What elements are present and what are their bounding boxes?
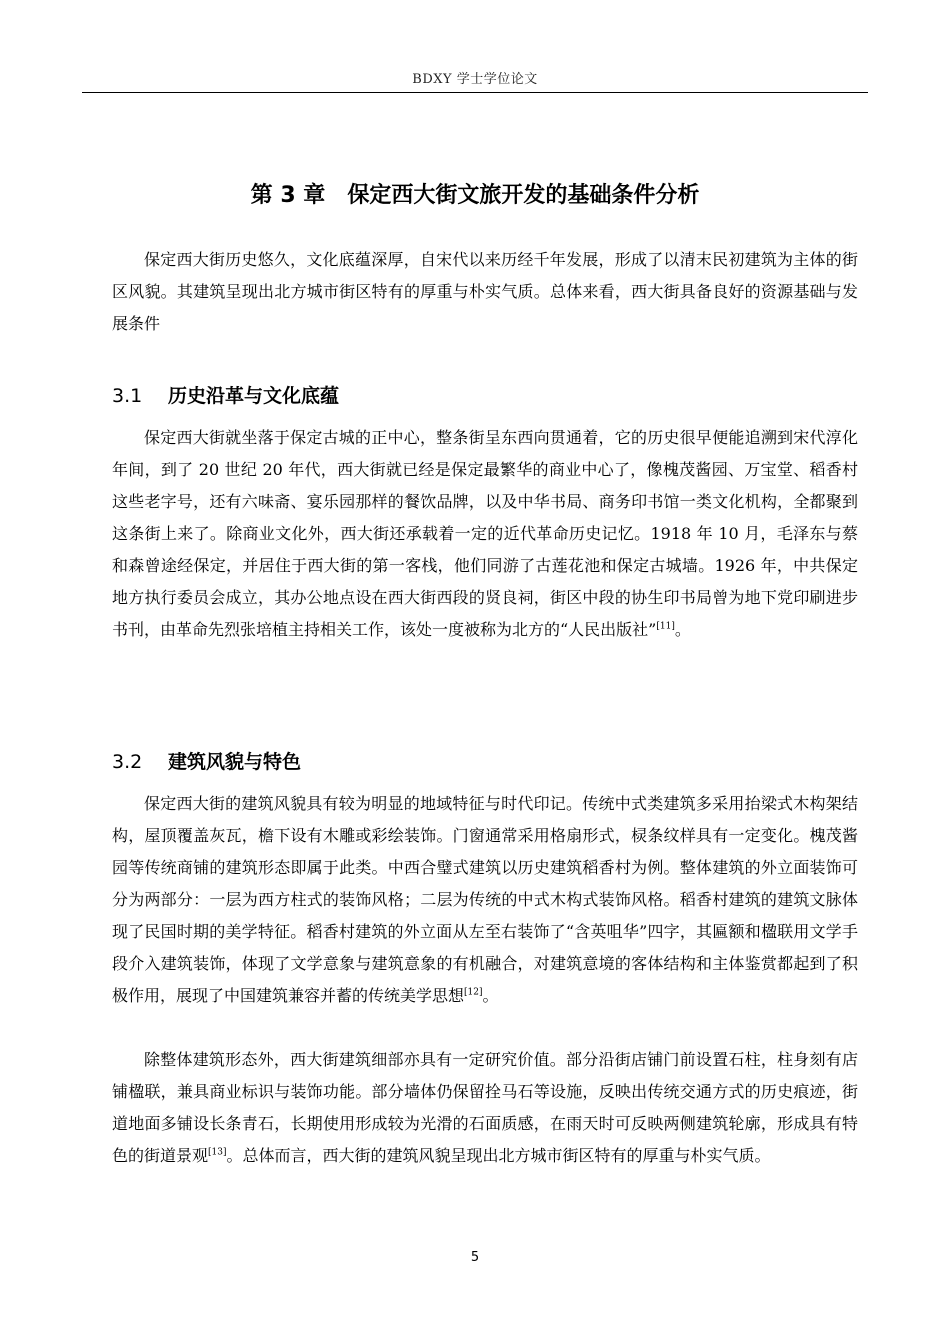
section-number: 3.2 <box>112 751 143 773</box>
body-paragraph <box>112 422 858 646</box>
body-paragraph <box>112 1044 858 1172</box>
section-heading-3-2 <box>112 747 301 774</box>
paragraph-tail: 。 <box>674 620 691 639</box>
chapter-title <box>82 178 868 209</box>
page-number: 5 <box>470 1250 480 1265</box>
citation-ref: [11] <box>656 621 675 632</box>
section-title: 建筑风貌与特色 <box>168 751 302 773</box>
paragraph-text: 除整体建筑形态外，西大街建筑细部亦具有一定研究价值。部分沿街店铺门前设置石柱，柱身刻有店铺楹联，兼具商业标识与装饰功能。部分墙体仍保留拴马石等设施，反映出传统交通方式的历史痕迹，街道地面多铺设长条青石，长期使用形成较为光滑的石面质感，在雨天时可反映两侧建筑轮廓，形成具有特色的街道景观 <box>112 1050 858 1165</box>
chapter-title-text: 保定西大街文旅开发的基础条件分析 <box>347 183 700 208</box>
running-header: BDXY 学士学位论文 <box>412 72 538 87</box>
section-title: 历史沿革与文化底蕴 <box>168 385 340 407</box>
citation-ref: [13] <box>208 1147 227 1158</box>
body-paragraph <box>112 788 858 1012</box>
paragraph-text: 保定西大街就坐落于保定古城的正中心，整条街呈东西向贯通着，它的历史很早便能追溯到宋代淳化年间，到了 20 世纪 20 年代，西大街就已经是保定最繁华的商业中心了，像槐茂酱园、万宝堂、稻香村这些老字号，还有六味斋、宴乐园那样的餐饮品牌，以及中华书局、商务印书馆一类文化机构，全都聚到这条街上来了。除商业文化外，西大街还承载着一定的近代革命历史记忆。1918 年 10 月，毛泽东与蔡和森曾途经保定，并居住于西大街的第一客栈，他们同游了古莲花池和保定古城墙。1926 年，中共保定地方执行委员会成立，其办公地点设在西大街西段的贤良祠，街区中段的协生印书局曾为地下党印刷进步书刊，由革命先烈张培植主持相关工作，该处一度被称为北方的“人民出版社” <box>112 428 858 639</box>
section-heading-3-1 <box>112 381 339 408</box>
chapter-number: 第 3 章 <box>250 183 326 208</box>
paragraph-tail: 。总体而言，西大街的建筑风貌呈现出北方城市街区特有的厚重与朴实气质。 <box>226 1146 771 1165</box>
intro-paragraph: 保定西大街历史悠久，文化底蕴深厚，自宋代以来历经千年发展，形成了以清末民初建筑为主体的街区风貌。其建筑呈现出北方城市街区特有的厚重与朴实气质。总体来看，西大街具备良好的资源基础与发展条件 <box>112 250 858 333</box>
section-number: 3.1 <box>112 385 143 407</box>
citation-ref: [12] <box>464 987 483 998</box>
header-rule <box>82 92 868 93</box>
paragraph-text: 保定西大街的建筑风貌具有较为明显的地域特征与时代印记。传统中式类建筑多采用抬梁式木构架结构，屋顶覆盖灰瓦，檐下设有木雕或彩绘装饰。门窗通常采用格扇形式，棂条纹样具有一定变化。槐茂酱园等传统商铺的建筑形态即属于此类。中西合璧式建筑以历史建筑稻香村为例。整体建筑的外立面装饰可分为两部分：一层为西方柱式的装饰风格；二层为传统的中式木构式装饰风格。稻香村建筑的建筑文脉体现了民国时期的美学特征。稻香村建筑的外立面从左至右装饰了“含英咀华”四字，其匾额和楹联用文学手段介入建筑装饰，体现了文学意象与建筑意象的有机融合，对建筑意境的客体结构和主体鉴赏都起到了积极作用，展现了中国建筑兼容并蓄的传统美学思想 <box>112 794 858 1005</box>
paragraph-tail: 。 <box>482 986 499 1005</box>
